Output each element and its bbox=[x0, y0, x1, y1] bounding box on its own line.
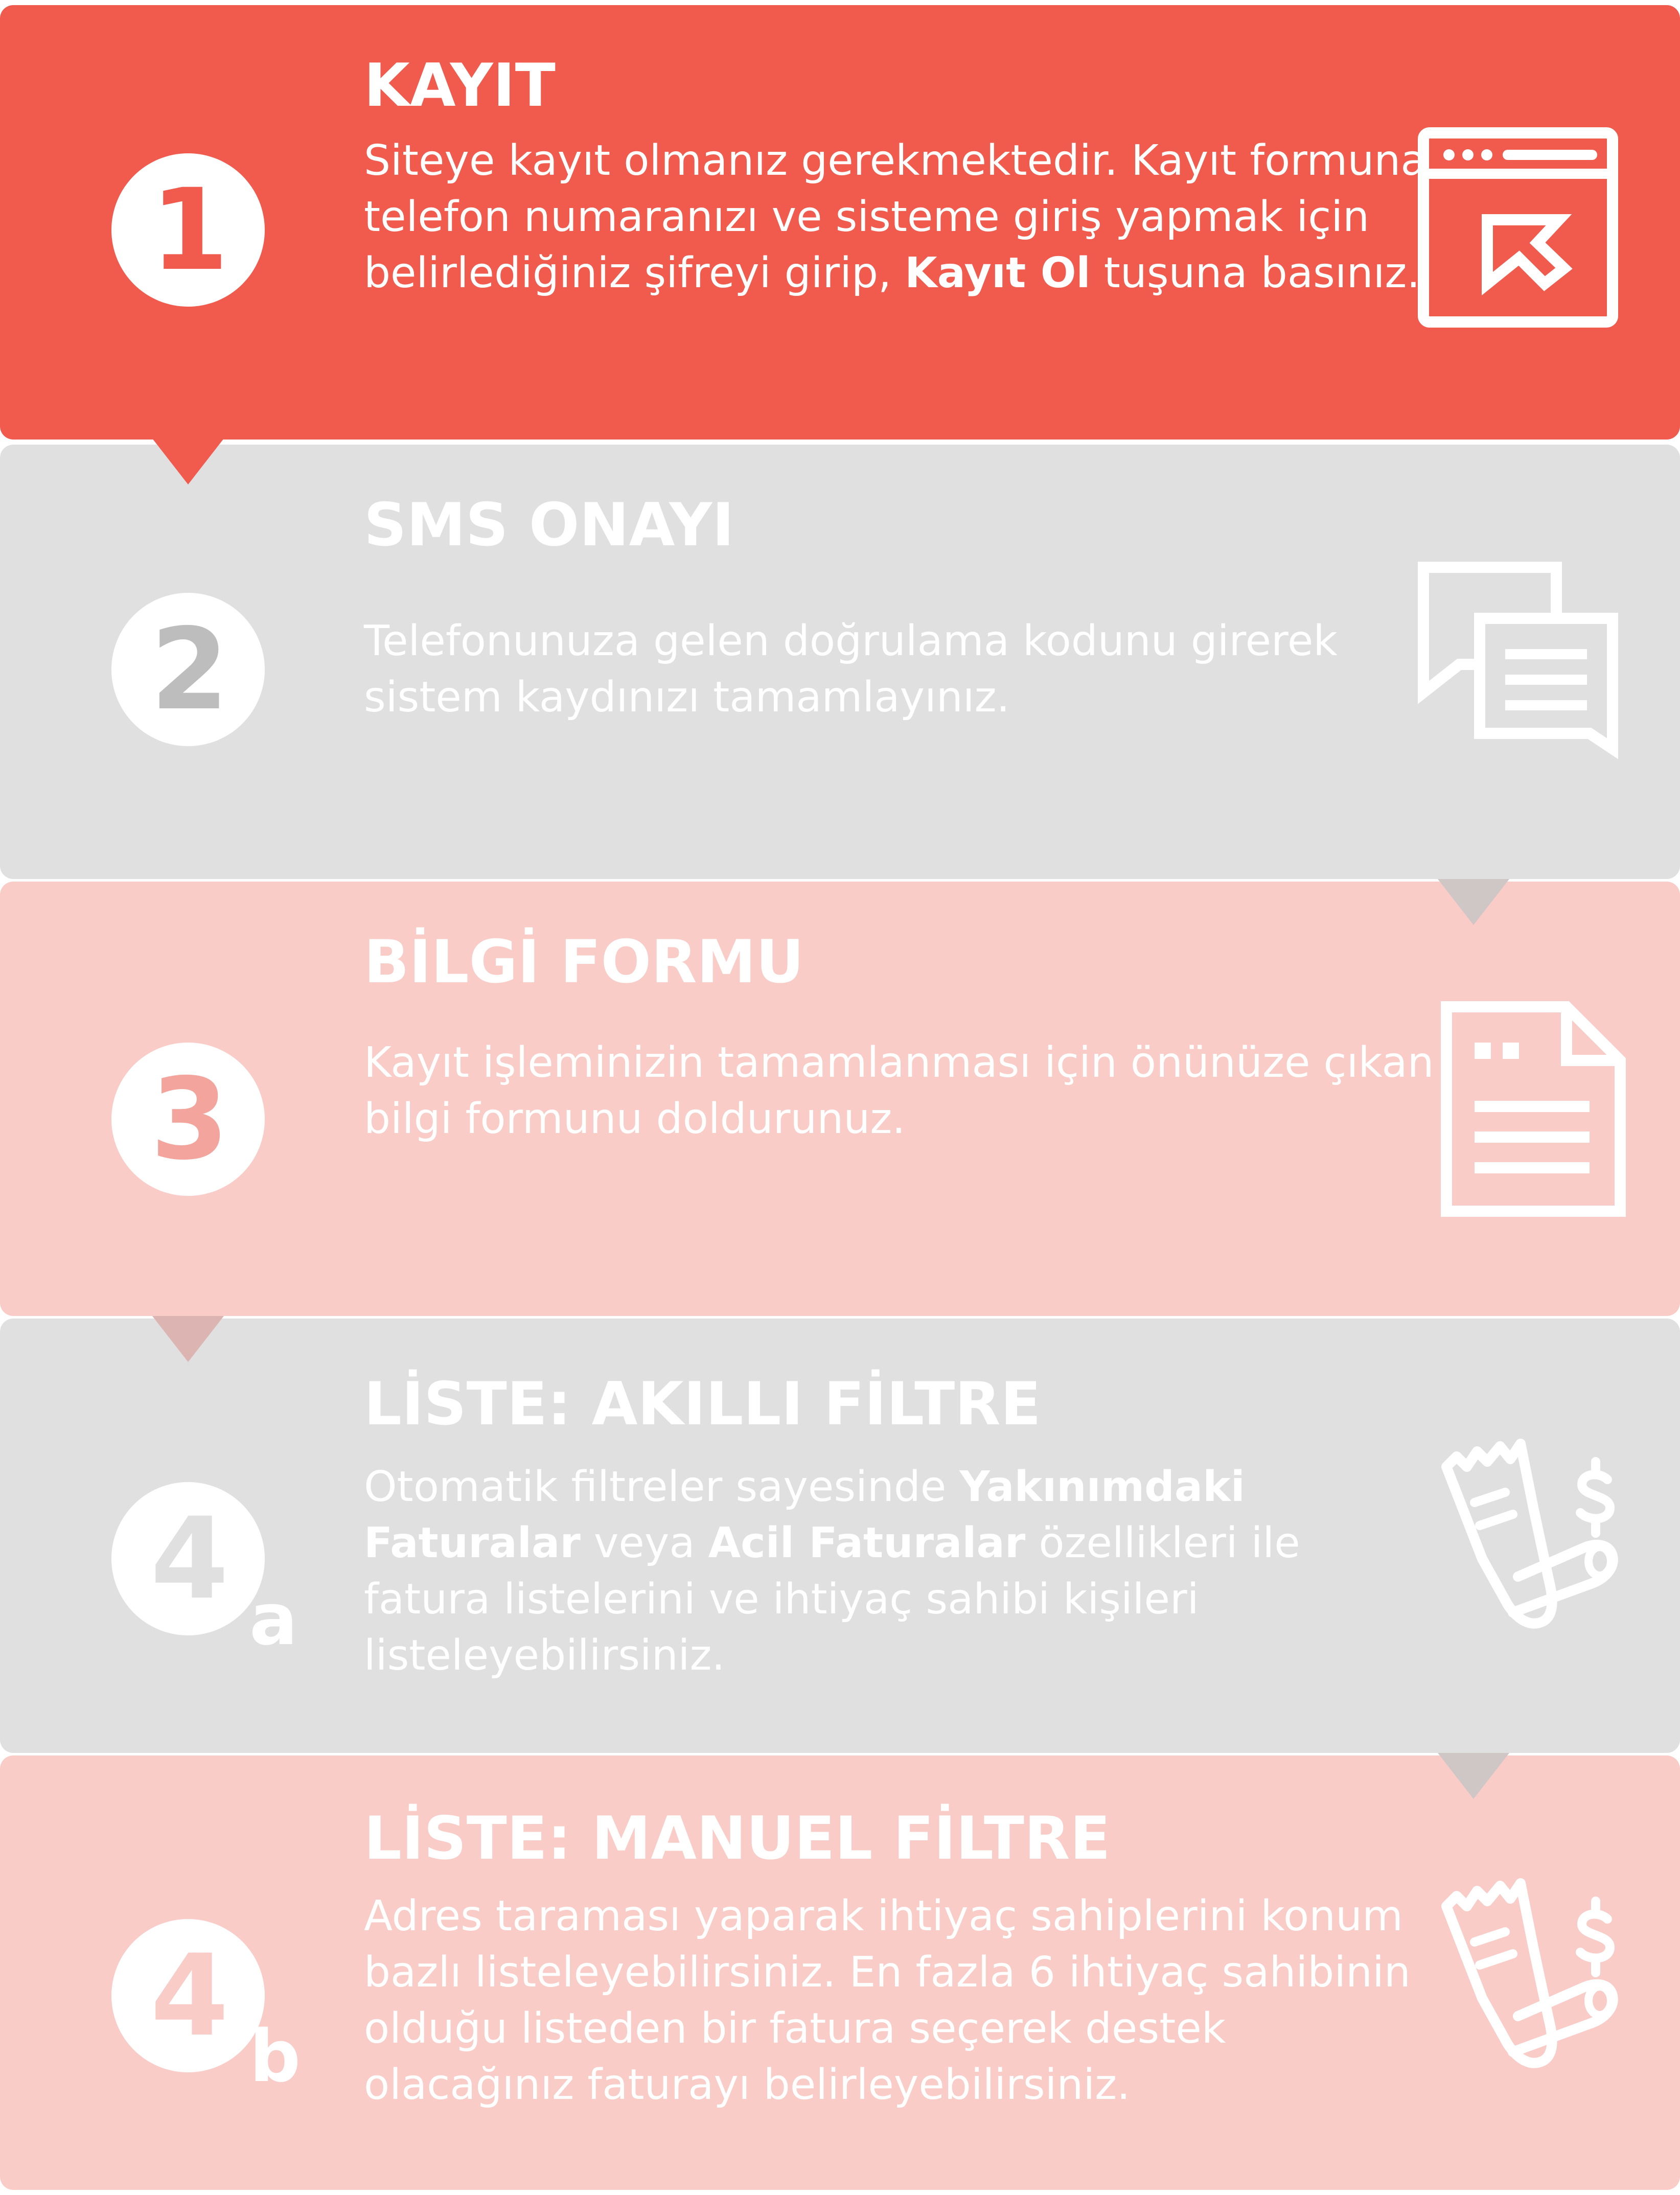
step-2-description bbox=[364, 613, 1437, 726]
step-3-title: BİLGİ FORMU bbox=[364, 928, 804, 997]
acil-faturalar-label: Acil Faturalar bbox=[708, 1519, 1026, 1567]
step-2-number-circle bbox=[111, 593, 265, 746]
step-4b-sub-letter: b bbox=[249, 2015, 301, 2098]
step-4a-description-text-mid: veya bbox=[580, 1519, 708, 1567]
step-3-panel bbox=[0, 882, 1680, 1316]
step-4b-panel bbox=[0, 1755, 1680, 2190]
step-number: 1 bbox=[150, 165, 226, 295]
step-2-pointer bbox=[1438, 879, 1509, 925]
step-1-description bbox=[364, 133, 1437, 302]
step-4b-title: LİSTE: MANUEL FİLTRE bbox=[364, 1804, 1111, 1873]
kayit-ol-label: Kayıt Ol bbox=[905, 249, 1091, 297]
step-4a-panel bbox=[0, 1319, 1680, 1753]
step-4b-number-circle bbox=[111, 1919, 265, 2072]
step-3-pointer bbox=[152, 1316, 224, 1362]
document-icon bbox=[1436, 997, 1630, 1221]
step-1-number-circle bbox=[111, 153, 265, 307]
step-4a-description-text: Otomatik filtreler sayesinde bbox=[364, 1463, 960, 1511]
step-3-description bbox=[364, 1035, 1437, 1147]
step-1-pointer bbox=[152, 438, 224, 484]
chat-bubbles-icon bbox=[1411, 557, 1625, 772]
step-4a-number-circle bbox=[111, 1482, 265, 1635]
step-4a-pointer bbox=[1438, 1753, 1509, 1799]
step-4a-description bbox=[364, 1459, 1437, 1684]
step-4a-description-text-end: özellikleri ile fatura listelerini ve ihtiyaç sahibi kişileri listeleyebilirsiniz. bbox=[364, 1519, 1300, 1680]
yakinimdaki-faturalar-label: Yakınımdaki Faturalar bbox=[364, 1463, 1245, 1567]
step-2-title: SMS ONAYI bbox=[364, 491, 734, 560]
step-number: 2 bbox=[150, 604, 226, 735]
step-1-description-text-end: tuşuna basınız. bbox=[1090, 249, 1420, 297]
step-4b-description-text: Adres taraması yaparak ihtiyaç sahiplerini konum bazlı listeleyebilirsiniz. En fazla 6 ihtiyaç sahibinin olduğu listeden bir fatura seçerek destek olacağınız faturayı belirleyebilirsiniz. bbox=[364, 1892, 1411, 2109]
step-1-title: KAYIT bbox=[364, 51, 556, 120]
receipt-dollar-icon bbox=[1436, 1870, 1641, 2085]
step-number: 4 bbox=[150, 1493, 226, 1624]
step-3-number-circle bbox=[111, 1043, 265, 1196]
step-1-panel bbox=[0, 5, 1680, 440]
step-1-description-text: Siteye kayıt olmanız gerekmektedir. Kayıt formuna telefon numaranızı ve sisteme giriş yapmak için belirlediğiniz şifreyi girip, bbox=[364, 136, 1426, 297]
step-2-panel bbox=[0, 445, 1680, 879]
step-3-description-text: Kayıt işleminizin tamamlanması için önünüze çıkan bilgi formunu doldurunuz. bbox=[364, 1038, 1434, 1143]
step-number: 3 bbox=[150, 1054, 226, 1185]
browser-cursor-icon bbox=[1411, 120, 1625, 335]
step-number: 4 bbox=[150, 1930, 226, 2061]
step-4b-description bbox=[364, 1888, 1437, 2113]
step-4a-sub-letter: a bbox=[249, 1578, 298, 1661]
receipt-dollar-icon bbox=[1436, 1431, 1641, 1646]
step-2-description-text: Telefonunuza gelen doğrulama kodunu girerek sistem kaydınızı tamamlayınız. bbox=[364, 617, 1338, 722]
step-4a-title: LİSTE: AKILLI FİLTRE bbox=[364, 1370, 1041, 1439]
